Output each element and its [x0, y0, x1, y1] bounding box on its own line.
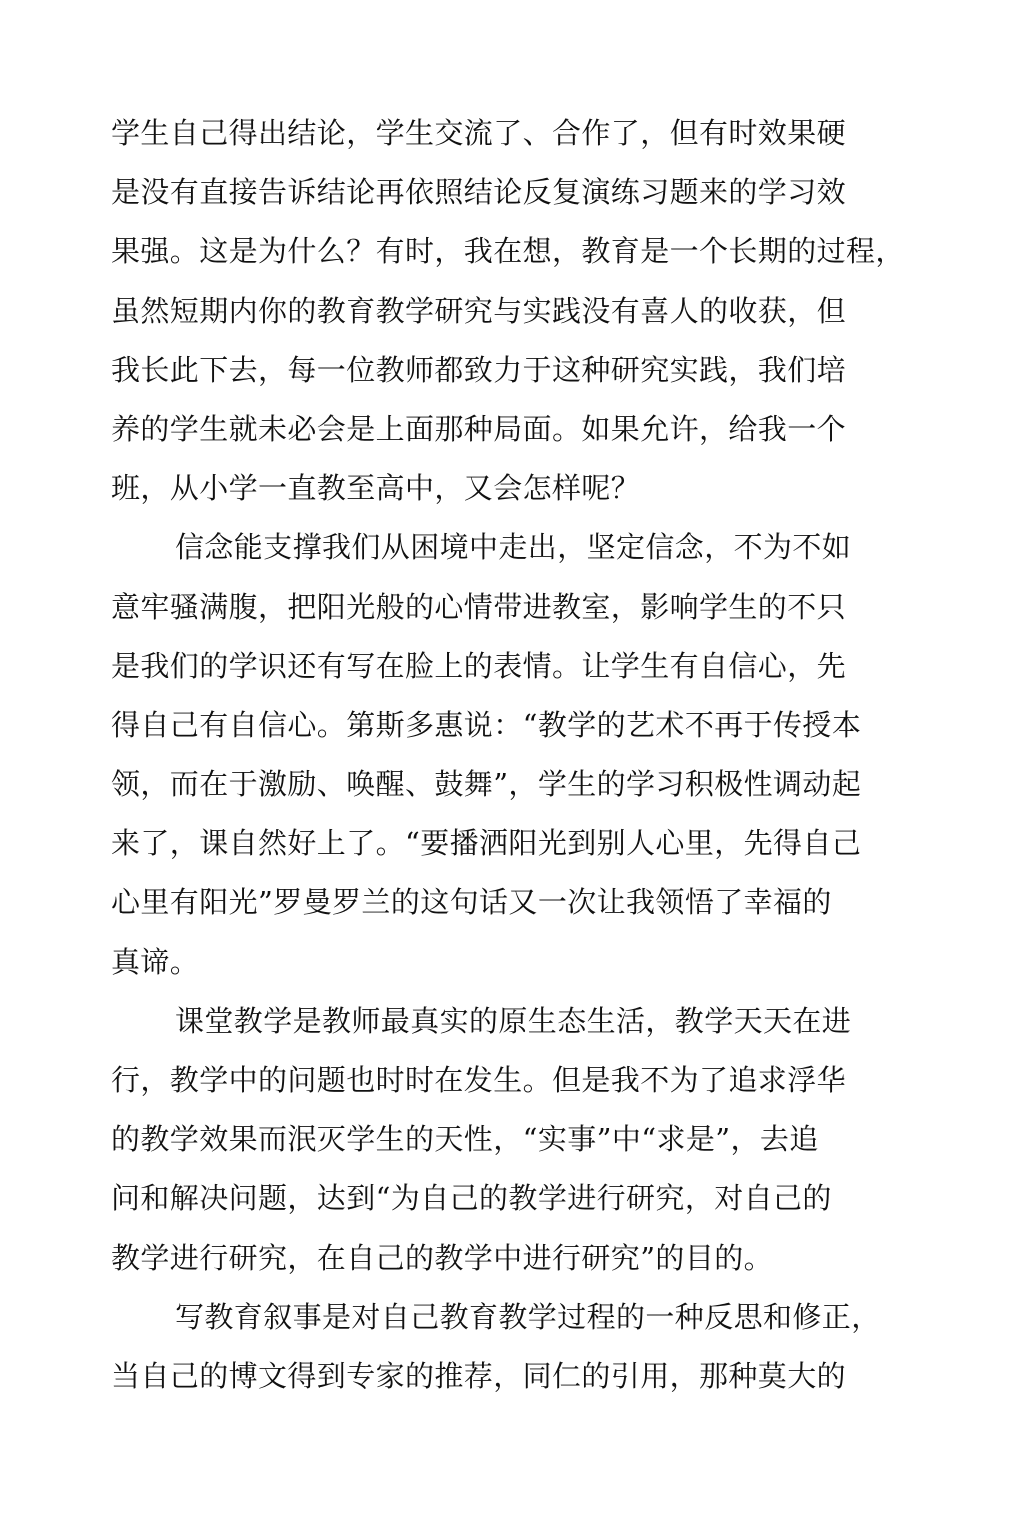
- text-line: 心里有阳光”罗曼罗兰的这句话又一次让我领悟了幸福的: [111, 885, 832, 920]
- text-line: 是我们的学识还有写在脸上的表情。让学生有自信心，先: [111, 648, 847, 683]
- text-line: 班，从小学一直教至高中，又会怎样呢？: [111, 471, 641, 506]
- text-line: 虽然短期内你的教育教学研究与实践没有喜人的收获，但: [111, 293, 847, 328]
- text-line: 问和解决问题，达到“为自己的教学进行研究，对自己的: [111, 1181, 832, 1216]
- paragraph-start-line: 信念能支撑我们从困境中走出，坚定信念，不为不如: [175, 530, 852, 565]
- text-line: 来了，课自然好上了。“要播洒阳光到别人心里，先得自己: [111, 826, 862, 861]
- text-line: 当自己的博文得到专家的推荐，同仁的引用，那种莫大的: [111, 1358, 847, 1393]
- body-text: [111, 104, 931, 1406]
- text-line: 教学进行研究，在自己的教学中进行研究”的目的。: [111, 1240, 774, 1275]
- text-line: 真谛。: [111, 944, 200, 979]
- text-line: 养的学生就未必会是上面那种局面。如果允许，给我一个: [111, 411, 847, 446]
- paragraph-start-line: 写教育叙事是对自己教育教学过程的一种反思和修正，: [175, 1299, 881, 1334]
- text-line: 得自己有自信心。第斯多惠说：“教学的艺术不再于传授本: [111, 707, 862, 742]
- text-line: 行，教学中的问题也时时在发生。但是我不为了追求浮华: [111, 1063, 847, 1097]
- text-line: 果强。这是为什么？有时，我在想，教育是一个长期的过程，: [111, 234, 905, 269]
- text-line: 的教学效果而泯灭学生的天性，“实事”中“求是”，去追: [111, 1122, 819, 1157]
- text-line: 学生自己得出结论，学生交流了、合作了，但有时效果硬: [111, 116, 847, 150]
- text-line: 意牢骚满腹，把阳光般的心情带进教室，影响学生的不只: [111, 589, 847, 624]
- text-line: 领，而在于激励、唤醒、鼓舞”，学生的学习积极性调动起: [111, 767, 862, 802]
- text-line: 是没有直接告诉结论再依照结论反复演练习题来的学习效: [111, 175, 847, 210]
- text-line: 我长此下去，每一位教师都致力于这种研究实践，我们培: [111, 352, 847, 387]
- paragraph-start-line: 课堂教学是教师最真实的原生态生活，教学天天在进: [175, 1003, 852, 1038]
